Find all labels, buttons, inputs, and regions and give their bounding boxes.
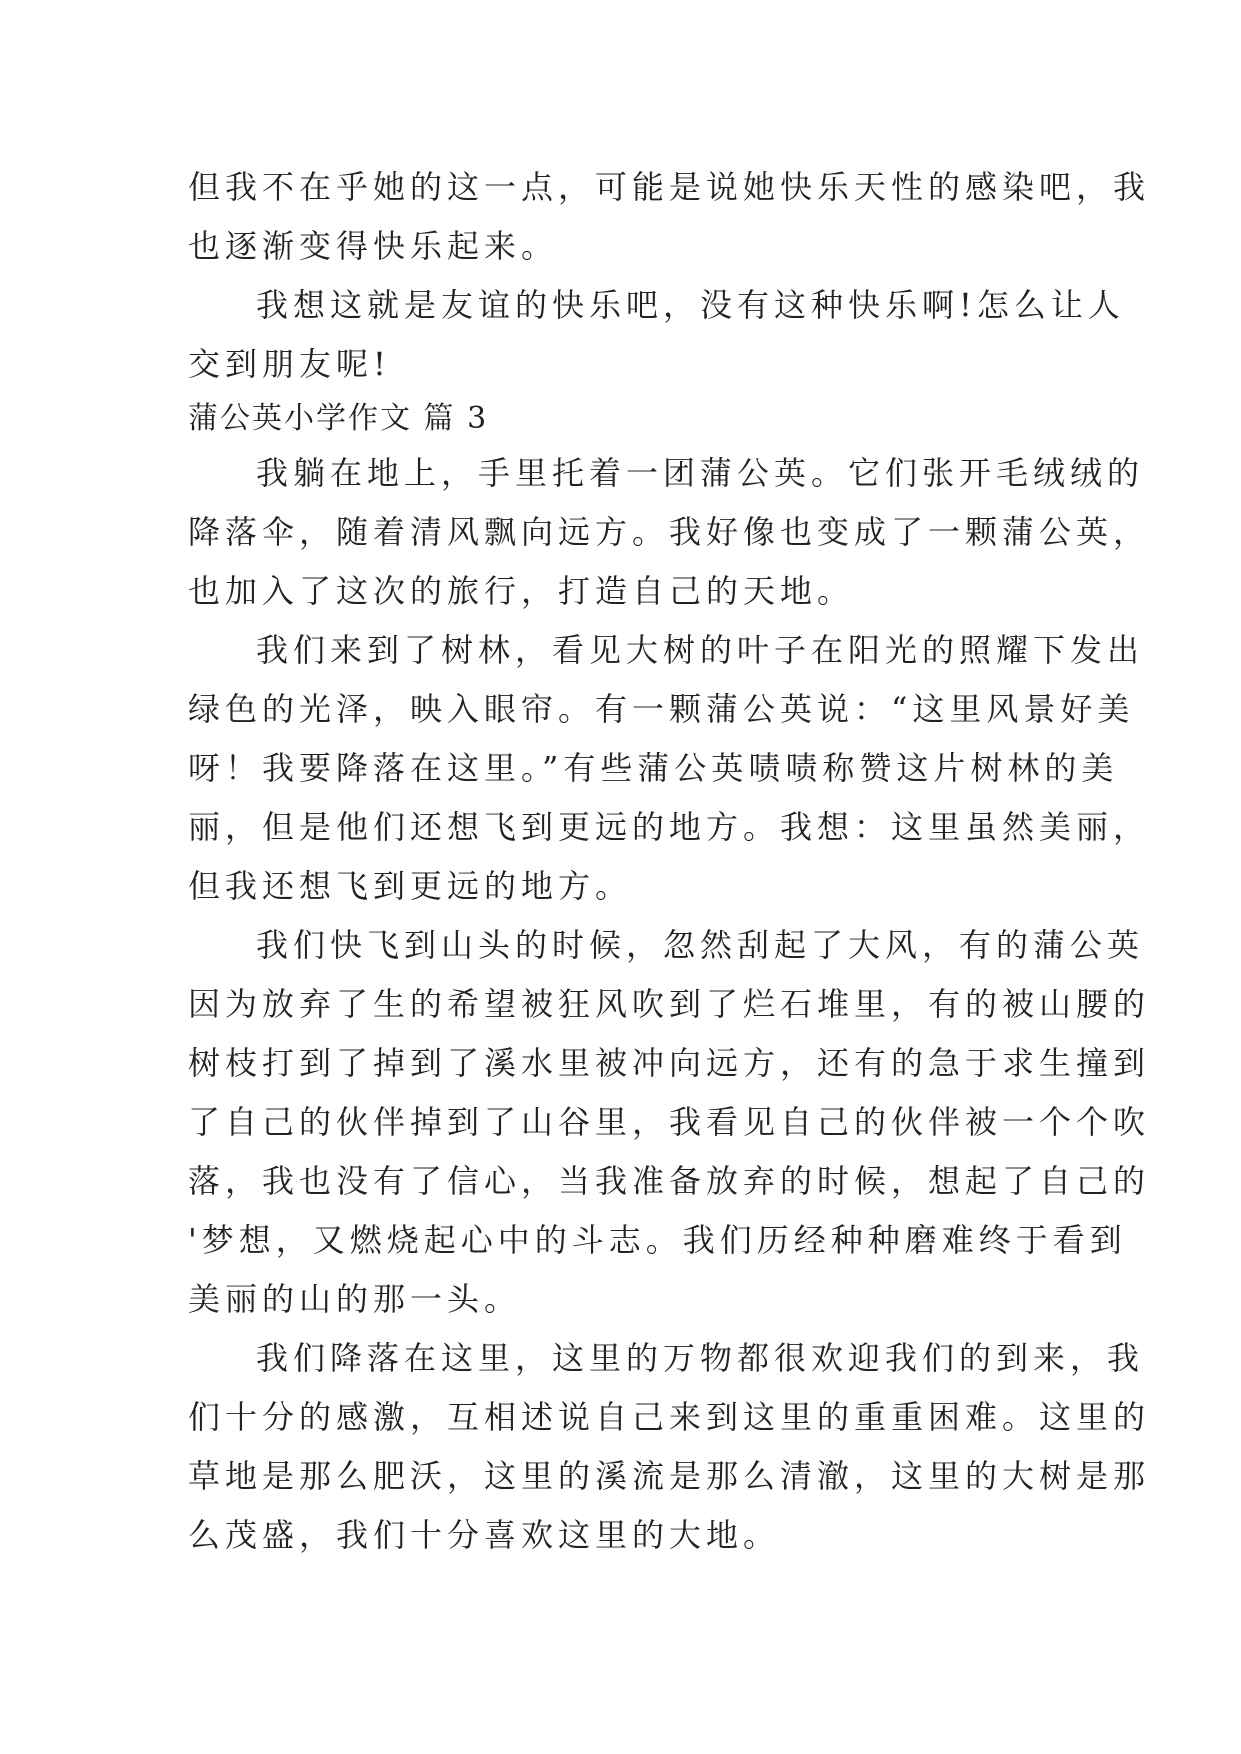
paragraph-line: 我们降落在这里，这里的万物都很欢迎我们的到来，我 [256,1339,1145,1377]
paragraph [188,158,1151,276]
paragraph-line: 么茂盛，我们十分喜欢这里的大地。 [188,1516,781,1554]
paragraph-line: 但我不在乎她的这一点，可能是说她快乐天性的感染吧，我 [188,168,1151,206]
paragraph-line: 了自己的伙伴掉到了山谷里，我看见自己的伙伴被一个个吹 [188,1103,1151,1141]
paragraph-line: 丽，但是他们还想飞到更远的地方。我想：这里虽然美丽， [188,808,1151,846]
paragraph-line: 呀！我要降落在这里。”有些蒲公英啧啧称赞这片树林的美 [188,749,1119,787]
paragraph-line: 落，我也没有了信心，当我准备放弃的时候，想起了自己的 [188,1162,1151,1200]
paragraph-line: 美丽的山的那一头。 [188,1280,522,1318]
paragraph-line: 们十分的感激，互相述说自己来到这里的重重困难。这里的 [188,1398,1151,1436]
paragraph-line: 树枝打到了掉到了溪水里被冲向远方，还有的急于求生撞到 [188,1044,1151,1082]
paragraph-line: 交到朋友呢! [188,345,391,383]
paragraph [188,1329,1151,1565]
paragraph-line: 降落伞，随着清风飘向远方。我好像也变成了一颗蒲公英， [188,513,1151,551]
paragraph-line: 也加入了这次的旅行，打造自己的天地。 [188,572,855,610]
paragraph [188,621,1151,916]
paragraph-line: 但我还想飞到更远的地方。 [188,867,633,905]
paragraph-line: 也逐渐变得快乐起来。 [188,227,559,265]
document-body [188,158,1151,1565]
paragraph [188,916,1151,1329]
paragraph-line: 草地是那么肥沃，这里的溪流是那么清澈，这里的大树是那 [188,1457,1151,1495]
paragraph [188,444,1151,621]
paragraph-line: '梦想，又燃烧起心中的斗志。我们历经种种磨难终于看到 [188,1221,1127,1259]
paragraph-line: 绿色的光泽，映入眼帘。有一颗蒲公英说：“这里风景好美 [188,690,1135,728]
paragraph [188,276,1125,394]
paragraph-line: 因为放弃了生的希望被狂风吹到了烂石堆里，有的被山腰的 [188,985,1151,1023]
paragraph-line: 我躺在地上，手里托着一团蒲公英。它们张开毛绒绒的 [256,454,1145,492]
paragraph-line: 我们来到了树林，看见大树的叶子在阳光的照耀下发出 [256,631,1145,669]
section-heading: 蒲公英小学作文 篇 3 [188,401,489,436]
paragraph-line: 我们快飞到山头的时候，忽然刮起了大风，有的蒲公英 [256,926,1145,964]
paragraph-line: 我想这就是友谊的快乐吧，没有这种快乐啊!怎么让人 [256,286,1125,324]
